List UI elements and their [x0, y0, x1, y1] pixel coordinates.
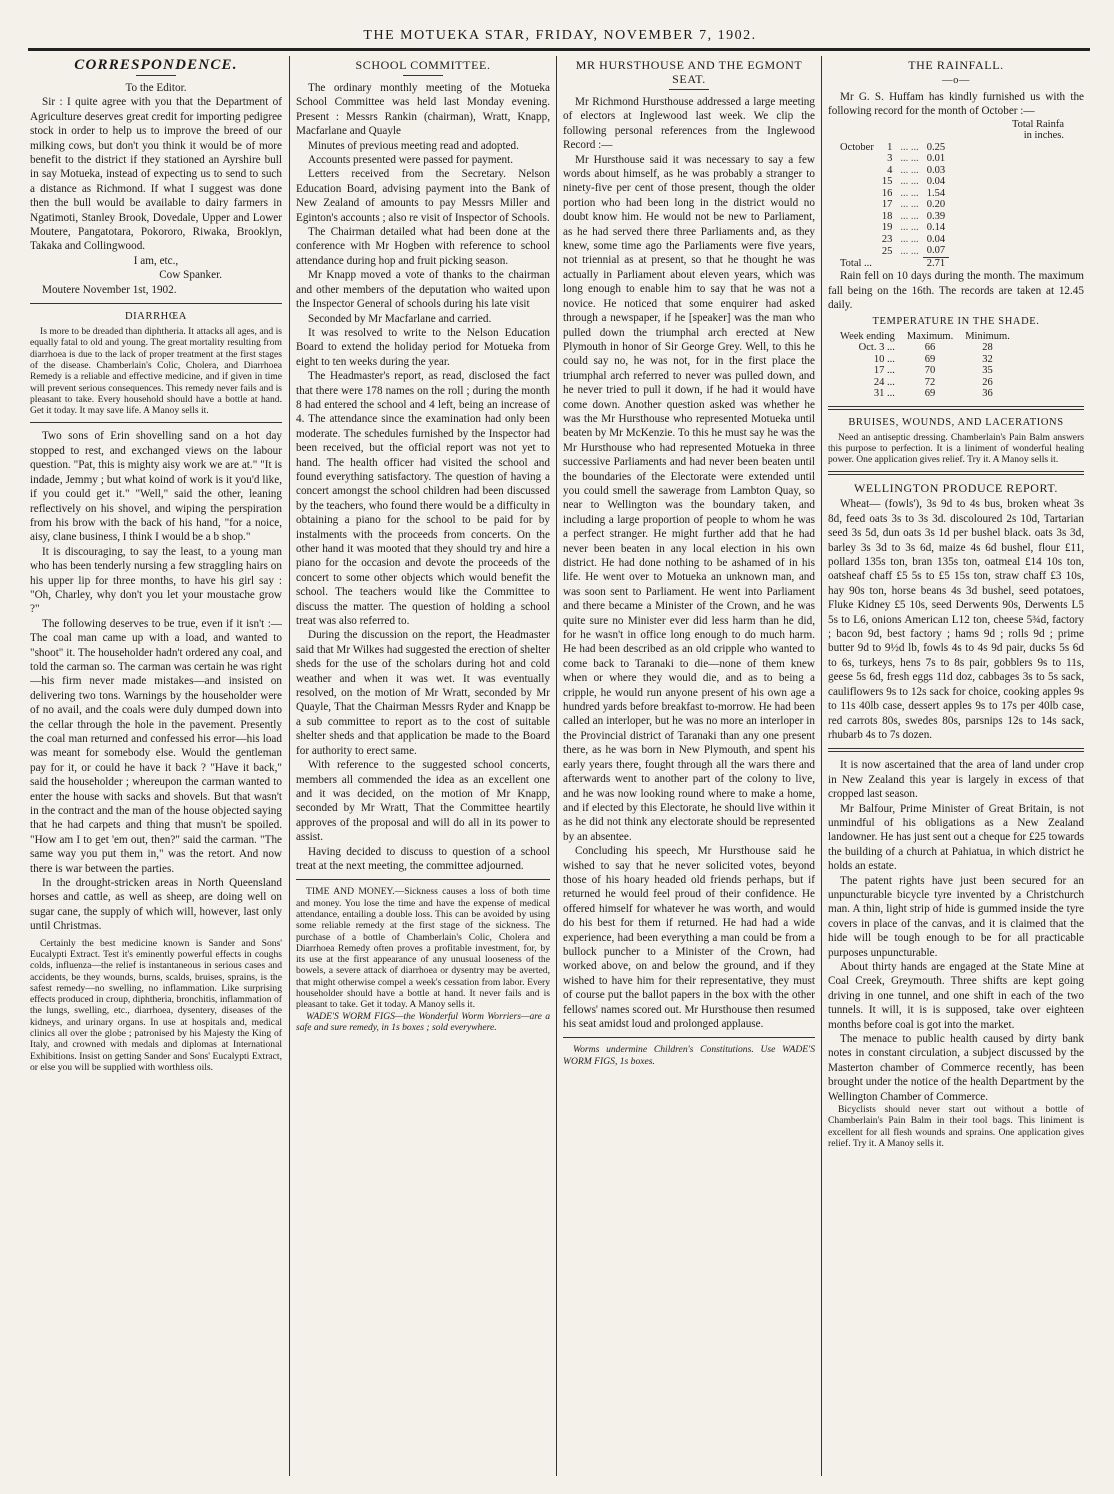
column-rainfall [828, 56, 1084, 1480]
diarrhoea-ad-heading: DIARRHŒA [125, 311, 187, 323]
leader-dots: ... ... [900, 222, 919, 234]
rainfall-row [836, 234, 949, 246]
article-paragraph: With reference to the suggested school concerts, members all commended the idea as an excellent one and it was decided, on the motion of Mr Knapp, seconded by Mr Wratt, That the Committee heartily approves of the proposal and will do all in its power to assist. [296, 759, 550, 844]
rainfall-total-row [836, 257, 949, 269]
leader-dots: ... ... [900, 187, 919, 199]
rainfall-day: 16 [881, 187, 893, 199]
rainfall-heading: THE RAINFALL. [908, 58, 1004, 72]
temperature-row [834, 377, 1016, 389]
bruises-heading: BRUISES, WOUNDS, AND LACERATIONS [848, 416, 1064, 428]
divider [296, 879, 550, 880]
temp-col-max: Maximum. [906, 330, 954, 342]
leader-dots: ... ... [900, 233, 919, 245]
time-money-ad: TIME AND MONEY.—Sickness causes a loss of both time and money. You lose the time and have the expense of medical attendance, entailing a double loss. This can be avoided by using some reliable remedy at the first stage of the sickness. The purchase of a bottle of Chamberlain's Colic, Cholera and Diarrhoea Remedy often proves a profitable investment, for, by its use at the first appearance of any unusual looseness of the bowels, a severe attack of diarrhoea or dysentry may be averted, that might otherwise compel a week's cessation from labor. Every householder should have a bottle at hand. It never fails and is pleasant to take. Get it today. A Manoy sells it. [296, 886, 550, 1011]
rainfall-column-header: Total Rainfa [1011, 118, 1064, 130]
rainfall-total-label: Total ... [840, 257, 872, 269]
rainfall-month [836, 222, 878, 234]
rainfall-value: 0.01 [926, 153, 946, 165]
rainfall-month: October [840, 141, 874, 153]
temperature-row [834, 354, 1016, 366]
school-committee-heading: SCHOOL COMMITTEE. [355, 58, 491, 72]
rainfall-column-unit: in inches. [1023, 130, 1064, 142]
masthead-rule [28, 48, 1090, 51]
article-paragraph: It was resolved to write to the Nelson Education Board to extend the holiday period for Motueka from eight to ten weeks during the year. [296, 326, 550, 368]
rainfall-row [836, 142, 949, 154]
article-paragraph: It is now ascertained that the area of land under crop in New Zealand this year is largely in excess of that cropped last season. [828, 759, 1084, 801]
rainfall-month [836, 188, 878, 200]
leader-dots: ... ... [900, 245, 919, 257]
rainfall-total-value: 2.71 [923, 257, 949, 269]
rainfall-value: 0.04 [926, 176, 946, 188]
rainfall-row [836, 176, 949, 188]
temperature-min: 35 [982, 365, 993, 377]
rainfall-month [836, 165, 878, 177]
divider [403, 75, 443, 76]
divider [669, 89, 709, 90]
column-divider [556, 56, 557, 1476]
temperature-wk: 31 ... [873, 388, 895, 400]
rainfall-value: 0.04 [926, 233, 946, 245]
rainfall-note: Rain fell on 10 days during the month. The maximum fall being on the 16th. The records are taken at 12.45 daily. [828, 270, 1084, 312]
temperature-table [834, 331, 1016, 400]
rainfall-row [836, 153, 949, 165]
article-paragraph: It is discouraging, to say the least, to a young man who has been tenderly nursing a few straggling hairs on his upper lip for three months, to have his girl say : "Oh, Charley, why don't you let your moustache grow ?" [30, 545, 282, 616]
rainfall-row [836, 188, 949, 200]
rainfall-month [836, 245, 878, 257]
article-paragraph: The patent rights have just been secured for an unpuncturable bicycle tyre invented by a Christchurch man. A thin, light strip of hide is gummed inside the tyre covers in place of the canvas, and it is claimed that the hide will be tough enough to be for all practicable purposes unpuncturable. [828, 874, 1084, 959]
to-editor: To the Editor. [125, 82, 187, 94]
rainfall-value: 0.39 [926, 210, 946, 222]
rainfall-day: 3 [887, 153, 893, 165]
article-paragraph: Concluding his speech, Mr Hursthouse said he wished to say that he never solicited votes, beyond those of his hoary headed old friends perhaps, but if returned he would feel proud of their confidence. He offered himself for whatever he was worth, and would do his best for them if returned. He had had a wide experience, had been everything a man could be from a bullock puncher to a Minister of the Crown, had worked above, on and below the ground, and if they wished to have him for their representative, they must of course put the ballot papers in the box with the other fellows' names scored out. Mr Hursthouse then resumed his seat amidst loud and prolonged applause. [563, 845, 815, 1030]
divider [828, 471, 1084, 475]
temperature-wk: Oct. 3 ... [858, 342, 895, 354]
correspondence-heading: CORRESPONDENCE. [74, 57, 238, 73]
article-paragraph: Mr Hursthouse said it was necessary to say a few words about himself, as he was probably a stranger to ninety-five per cent of those present, though the older portion who had been long in the district would no doubt know him. He would not be new to Parliament, as he had served there three Parliaments and, as they knew, some time ago the Parliaments were five years, not triennial as at present, so that he thought he was actually in Parliament about eleven years, which was long enough to enable him to say that he was not a novice. He noticed that some enquirer had asked through a newspaper, if he [speaker] was the man who pulled down the triumphal arch erected at New Plymouth in honor of Sir George Grey. Well, to this he could say no, he was not, for in the first place the triumphal arch referred to never was pulled down, and he never tried to pull it down, if he had it would have come down. Another question asked was whether he was the Mr Hursthouse who represented Motueka until beaten by Mr McKenzie. To this he must say he was the Mr Hursthouse who had represented Motueka in three successive Parliaments and had never been beaten until the boundaries of the Electorate were extended until you could smell the sawerage from Lambton Quay, so near to Wellington was the boundary taken, and including a large proportion of people to whom he was a perfect stranger. He might further add that he had never been beaten in any local election in his own district. He had done nothing to be ashamed of in his life. He went over to Motueka an unknown man, and was soon sent to Parliament. He went into Parliament and there became a Minister of the Crown, and he was quite sure no Minister ever did less harm than he did, for he wasn't in office long enough to do much harm. He had been described as an old cripple who wanted to come back to Taranaki to die—none of them knew when or where they would die, and as to being a cripple, he would run anyone present of his own age a hundred yards before breakfast to-morrow. He had been called an interloper, but he was no more an interloper in the Provincial district of Taranaki than any one present there, as he was born in New Plymouth, and spent his early years there, fought through all the wars there and afterwards went to another part of the colony to live, and he was now looking round where to make a home, and if elected by this Electorate, he should live within it as he did not think any electorate should be represented by an absentee. [563, 153, 815, 843]
produce-heading: WELLINGTON PRODUCE REPORT. [853, 481, 1059, 496]
temperature-max: 66 [924, 342, 936, 354]
eucalypti-ad-text: Certainly the best medicine known is Sander and Sons' Eucalypti Extract. Test it's eminently powerful effects in coughs colds, influenza—the relief is instantaneous in serious cases and accidents, be they wounds, burns, scalds, bruises, sprains, is the safest remedy—no swelling, no inflammation. Like surprising effects produced in croup, diphtheria, bronchitis, inflammation of the lungs, swelling, etc., diarrhoea, dysentery, diseases of the kidneys, and urinary organs. In use at hospitals and, medical clinics all over the globe ; patronised by his Majesty the King of Italy, and crowned with medals and diplomas at International Exhibitions. Insist on getting Sander and Sons' Eucalypti Extract, or else you will be supplied with worthless oils. [30, 937, 282, 1073]
leader-dots: ... ... [900, 210, 919, 222]
article-paragraph: The ordinary monthly meeting of the Motueka School Committee was held last Monday evening. Present : Messrs Rankin (chairman), Wratt, Knapp, Macfarlane and Quayle [296, 82, 550, 138]
temp-col-min: Minimum. [965, 330, 1010, 342]
temperature-wk: 10 ... [873, 353, 895, 365]
rainfall-month [836, 211, 878, 223]
divider [30, 303, 282, 304]
rainfall-intro: Mr G. S. Huffam has kindly furnished us with the following record for the month of October :— [828, 91, 1084, 118]
temperature-row [834, 365, 1016, 377]
rainfall-month [836, 176, 878, 188]
leader-dots: ... ... [900, 199, 919, 211]
rainfall-value: 0.20 [926, 199, 946, 211]
rainfall-day: 23 [881, 233, 893, 245]
rainfall-row [836, 245, 949, 257]
divider [828, 406, 1084, 410]
article-paragraph: The Chairman detailed what had been done at the conference with Mr Hogben with reference to school attendance during hop and fruit picking season. [296, 226, 550, 267]
article-paragraph: Mr Balfour, Prime Minister of Great Britain, is not unmindful of his obligations as a New Zealand landowner. He has just sent out a cheque for £25 towards the building of a church at Pahiatua, in which district he holds an estate. [828, 802, 1084, 873]
article-paragraph: Having decided to discuss to question of a school treat at the next meeting, the committee adjourned. [296, 845, 550, 872]
rainfall-month [836, 234, 878, 246]
worms-ad: Worms undermine Children's Constitutions. Use WADE'S WORM FIGS, 1s boxes. [563, 1044, 815, 1067]
article-paragraph: Minutes of previous meeting read and adopted. [308, 139, 519, 152]
article-paragraph: Two sons of Erin shovelling sand on a hot day stopped to rest, and exchanged views on the labour question. "Pat, this is mighty aisy work we are at." "It is indade, Jemmy ; but what koind of work is it you'd like, if you could get it." "Well," said the other, leaning reflectively on his shovel, and wiping the perspiration from his brow with the back of his hand, "for a noice, aisy, clane business, I think I would be a b shop." [30, 430, 282, 544]
temp-col-week: Week ending [840, 330, 895, 342]
rainfall-day: 17 [881, 199, 893, 211]
divider [30, 422, 282, 423]
masthead: THE MOTUEKA STAR, FRIDAY, NOVEMBER 7, 1902. [363, 28, 757, 43]
article-paragraph: The menace to public health caused by dirty bank notes in constant circulation, a subject discussed by the Masterton chamber of Commerce recently, has been brought under the notice of the health Department by the Wellington Chamber of Commerce. [828, 1033, 1084, 1103]
letter-text: Sir : I quite agree with you that the Department of Agriculture deserves great credit for importing pedigree stock in order to help us to improve the breed of our milking cows, but don't you think it would be of more benefit to the district if they stationed an Ayrshire bull in say Motueka, instead of expecting us to send to such a distance as Richmond. If what I suggest was done then the bull would be available to dairy farmers in Ngatimoti, Stanley Brook, Dovedale, Upper and Lower Moutere, Pangatotara, Pokororo, Riwaka, Brooklyn, Takaka and Collingwood. [30, 96, 282, 253]
article-paragraph: About thirty hands are engaged at the State Mine at Coal Creek, Greymouth. Three shifts are kept going driving in one tunnel, and one shift in each of the two tunnels. It will, it is is supposed, take over eighteen months before coal is got into the market. [828, 961, 1084, 1031]
article-paragraph: Accounts presented were passed for payment. [308, 154, 514, 167]
column-school-committee [296, 56, 550, 1480]
rainfall-day: 25 [881, 245, 893, 257]
rainfall-row [836, 199, 949, 211]
temperature-min: 26 [982, 376, 993, 388]
rainfall-value: 0.03 [926, 164, 946, 176]
rainfall-table [836, 142, 949, 270]
hursthouse-heading: MR HURSTHOUSE AND THE EGMONT SEAT. [575, 58, 803, 86]
temperature-max: 70 [924, 365, 936, 377]
rainfall-value: 0.25 [926, 141, 946, 153]
rainfall-day: 1 [887, 141, 893, 153]
temperature-max: 69 [924, 353, 936, 365]
ornament: —o— [941, 75, 971, 86]
temperature-wk: 17 ... [873, 365, 895, 377]
article-paragraph: In the drought-stricken areas in North Queensland horses and cattle, as well as sheep, are doing well on sugar cane, the supply of which will, however, last only until Christmas. [30, 877, 282, 933]
column-divider [821, 56, 822, 1476]
rainfall-row [836, 165, 949, 177]
temperature-max: 72 [924, 376, 936, 388]
divider [563, 1037, 815, 1038]
temperature-min: 28 [982, 342, 993, 354]
divider [136, 75, 176, 76]
column-hursthouse [563, 56, 815, 1480]
rainfall-month [836, 153, 878, 165]
bruises-ad-text: Need an antiseptic dressing. Chamberlain's Pain Balm answers this purpose to perfection. It is a liniment of wonderful healing power. One application gives relief. Try it. A Manoy sells it. [828, 431, 1084, 466]
rainfall-month [836, 199, 878, 211]
article-paragraph: Mr Richmond Hursthouse addressed a large meeting of electors at Inglewood last week. We clip the following personal references from the Inglewood Record :— [563, 96, 815, 152]
article-paragraph: During the discussion on the report, the Headmaster said that Mr Wilkes had suggested the erection of shelter sheds for the use of the scholars during hot and cold weather and when it was wet. It was eventually resolved, on the motion of Mr Wratt, seconded by Mr Quayle, That the Chairman Messrs Ryder and Knapp be a sub committee to report as to the cost of suitable shelter sheds and that application be made to the Board for authority to erect same. [296, 629, 550, 757]
bicyclists-ad-text: Bicyclists should never start out without a bottle of Chamberlain's Pain Balm in their tool bags. This liniment is excellent for all flesh wounds and sprains. One application gives relief. Try it. A Manoy sells it. [828, 1104, 1084, 1149]
rainfall-value: 1.54 [926, 187, 946, 199]
rainfall-day: 15 [881, 176, 893, 188]
temperature-min: 36 [982, 388, 993, 400]
temperature-min: 32 [982, 353, 993, 365]
rainfall-row [836, 211, 949, 223]
rainfall-day: 4 [887, 164, 893, 176]
leader-dots: ... ... [900, 176, 919, 188]
rainfall-value: 0.14 [926, 222, 946, 234]
divider [828, 748, 1084, 752]
article-paragraph: Mr Knapp moved a vote of thanks to the chairman and other members of the deputation who waited upon the Inspector General of schools during his late visit [296, 269, 550, 311]
leader-dots: ... ... [900, 164, 919, 176]
rainfall-value: 0.07 [926, 245, 946, 257]
rainfall-day: 19 [881, 222, 893, 234]
produce-report-text: Wheat— (fowls'), 3s 9d to 4s bus, broken wheat 3s 8d, feed oats 3s to 3s 3d. discoloured 2s 10d, Tartarian seed 3s 5d, dun oats 3s 1d per bushel black. oats 3s 3d, barley 3s 3d to 3s 6d, maize 4s 6d bushel, flour £11, pollard 135s ton, bran 135s ton, oatmeal £14 10s ton, oatsheaf chaff £5 5s to £5 15s ton, straw chaff £3 10s, hay 90s ton, horse beans 4s 3d bushel, seed potatoes, Fluke Kidney £5 10s, seed Derwents 90s, Derwents L5 5s to L6, onions American L12 ton, cheese 5¾d, factory ; bacon 9d, best factory ; hams 9d ; rolls 9d ; prime butter 9d to 9½d lb, fowls 4s to 4s 9d pair, ducks 5s 6d to 6s, turkeys, hens 7s to 8s pair, gobblers 9s to 11s, geese 5s 6d, fresh eggs 11d doz, cabbages 3s to 5s sack, cauliflowers 9s to 12s sack for choice, cooking apples 9s to 11s 40lb case, dessert apples 9s to 17s per 40lb case, red carrots 80s, swedes 80s, parsnips 12s to 14s sack, rhubarb 4s to 7s dozen. [828, 498, 1084, 741]
article-paragraph: The Headmaster's report, as read, disclosed the fact that there were 178 names on the roll ; during the month 8 had entered the school and 4 left, being an increase of 4. The attendance since the examination had only been moderate. The schedules furnished by the Inspector had been received, but the official report was not yet to hand. The health officer had visited the school and found everything satisfactory. The question of having a concert amongst the school children had been discussed by the teachers, who found there would be a difficulty in obtaining a piano for the school to be paid for by instalments with the proceeds from concerts. On the other hand it was mooted that they should try and hire a piano for the occasion and devote the proceeds of the concert to some other objects which would benefit the school. The teachers would like the Committee to discuss the matter. The question of holding a school treat was also referred to. [296, 370, 550, 628]
letter-dateline: Moutere November 1st, 1902. [42, 283, 177, 296]
leader-dots: ... ... [900, 141, 919, 153]
column-divider [289, 56, 290, 1476]
rainfall-row [836, 222, 949, 234]
letter-closing: I am, etc., [133, 254, 179, 267]
article-paragraph: Seconded by Mr Macfarlane and carried. [308, 312, 492, 325]
temperature-row [834, 342, 1016, 354]
article-paragraph: Letters received from the Secretary. Nelson Education Board, advising payment into the Bank of New Zealand of amounts to pay Messrs Miller and Eginton's accounts ; also re visit of Inspector of Schools. [296, 168, 550, 224]
letter-signature: Cow Spanker. [159, 269, 222, 282]
rainfall-day: 18 [881, 210, 893, 222]
diarrhoea-ad-text: Is more to be dreaded than diphtheria. It attacks all ages, and is equally fatal to old and young. The great mortality resulting from diarrhoea is due to the lack of proper treatment at the first stages of the disease. Chamberlain's Colic, Cholera, and Diarrhoea Remedy is a reliable and effective medicine, and if given in time will prevent serious consequences. This remedy never fails and is pleasant to take. Every household should have a bottle at hand. Get it today. It may save life. A Manoy sells it. [30, 326, 282, 417]
article-paragraph: The following deserves to be true, even if it isn't :—The coal man came up with a load, and wanted to "shoot" it. The householder hadn't ordered any coal, and told the carman so. The carman was certain he was right—his firm never made mistakes—and insisted on delivering two tons. Warnings by the householder were of no avail, and the coals were duly dumped down into the cellar through the hole in the pavement. Presently the coal man returned and confessed his error—his load was meant for somebody else. Would the gentleman pay for it, or could he have it back ? "Have it back," said the householder ; whereupon the carman wanted to enter the house with sacks and shovels. But that wasn't in the contract and the man of the house objected saying that he had carpets and thing that musn't be spoiled. "How am I to get 'em out, then?" said the carman. "The same way you put them in," was the retort. And now there is war between the parties. [30, 617, 282, 875]
temperature-heading: TEMPERATURE IN THE SHADE. [872, 315, 1040, 327]
temperature-wk: 24 ... [873, 376, 895, 388]
temperature-row [834, 388, 1016, 400]
column-correspondence [30, 56, 282, 1480]
wades-worm-figs-ad: WADE'S WORM FIGS—the Wonderful Worm Worriers—are a safe and sure remedy, in 1s boxes ; sold everywhere. [296, 1010, 550, 1033]
temperature-max: 69 [924, 388, 936, 400]
leader-dots: ... ... [900, 153, 919, 165]
